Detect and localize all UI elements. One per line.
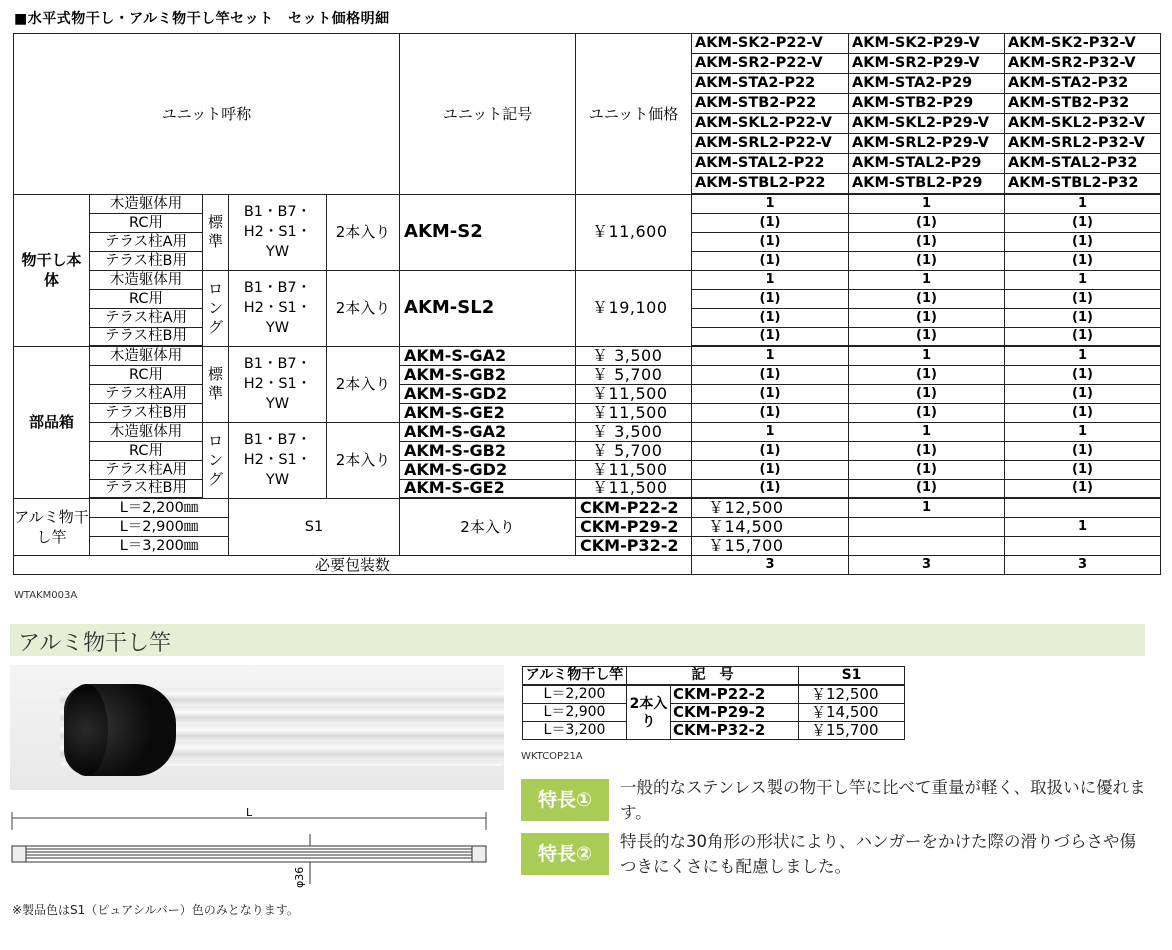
quantity: (1) <box>849 365 1005 384</box>
quantity: (1) <box>849 460 1005 479</box>
length-type: ロング <box>203 270 229 346</box>
mount-type: テラス柱B用 <box>90 479 203 498</box>
pack-count: 2本入り <box>327 346 400 422</box>
set-code: AKM-STB2-P32 <box>1005 94 1160 114</box>
quantity: (1) <box>692 251 849 270</box>
quantity: (1) <box>1005 479 1161 498</box>
quantity <box>849 536 1005 555</box>
quantity: (1) <box>849 441 1005 460</box>
required-count: 3 <box>1005 555 1161 574</box>
unit-code: AKM-S2 <box>400 194 576 270</box>
quantity: (1) <box>849 308 1005 327</box>
set-code: AKM-SKL2-P29-V <box>849 114 1004 134</box>
color-options: B1・B7・H2・S1・YW <box>229 346 327 422</box>
set-code: AKM-SK2-P29-V <box>849 34 1004 54</box>
quantity: (1) <box>692 384 849 403</box>
quantity: (1) <box>849 289 1005 308</box>
feature-2-text: 特長的な30角形の形状により、ハンガーをかけた際の滑りづらさや傷つきにくさにも配慮しました。 <box>620 832 1136 876</box>
quantity: (1) <box>849 327 1005 346</box>
unit-price: ￥11,500 <box>576 479 692 498</box>
set-code: AKM-STA2-P22 <box>692 74 848 94</box>
required-count: 3 <box>849 555 1005 574</box>
quantity: 1 <box>849 346 1005 365</box>
header-unit-name: ユニット呼称 <box>14 34 400 195</box>
unit-code: AKM-S-GA2 <box>400 422 576 441</box>
price-table <box>13 33 1161 575</box>
mount-type: RC用 <box>90 289 203 308</box>
quantity: (1) <box>849 251 1005 270</box>
mount-type: テラス柱A用 <box>90 460 203 479</box>
quantity: 1 <box>692 422 849 441</box>
quantity <box>849 517 1005 536</box>
pack-count: 2本入り <box>327 270 400 346</box>
rod-diagram <box>10 808 500 898</box>
unit-code: AKM-S-GE2 <box>400 403 576 422</box>
quantity: (1) <box>1005 460 1161 479</box>
feature-1-tag: 特長① <box>521 779 609 821</box>
set-code: AKM-STBL2-P32 <box>1008 175 1139 191</box>
set-code: AKM-STB2-P22 <box>692 94 848 114</box>
unit-code: CKM-P22-2 <box>576 498 692 517</box>
set-code: AKM-SR2-P22-V <box>692 54 848 74</box>
set-code: AKM-SR2-P29-V <box>849 54 1004 74</box>
unit-code: AKM-S-GB2 <box>400 365 576 384</box>
set-code: AKM-STBL2-P29 <box>852 175 983 191</box>
set-code: AKM-STAL2-P22 <box>692 154 848 174</box>
rod-length: L＝2,200 <box>523 685 627 704</box>
unit-code: CKM-P29-2 <box>576 517 692 536</box>
unit-code: AKM-S-GA2 <box>400 346 576 365</box>
page-title: ■水平式物干し・アルミ物干し竿セット セット価格明細 <box>14 11 390 27</box>
mount-type: テラス柱A用 <box>90 384 203 403</box>
required-label: 必要包装数 <box>14 555 692 574</box>
unit-price: ￥ 5,700 <box>576 365 692 384</box>
pack-count: 2本入り <box>627 685 671 740</box>
mount-type: 木造躯体用 <box>90 270 203 289</box>
quantity: (1) <box>849 479 1005 498</box>
length-label: L <box>246 808 253 819</box>
section-header <box>10 624 1145 656</box>
rod-length: L＝2,200㎜ <box>90 498 229 517</box>
set-code: AKM-SRL2-P32-V <box>1005 134 1160 154</box>
group-rod: アルミ物干し竿 <box>14 498 90 555</box>
quantity: 1 <box>849 270 1005 289</box>
mount-type: 木造躯体用 <box>90 346 203 365</box>
quantity: 1 <box>1005 517 1161 536</box>
rod-price-table <box>522 666 905 740</box>
unit-price: ￥11,600 <box>576 194 692 270</box>
unit-code: AKM-SL2 <box>400 270 576 346</box>
quantity: (1) <box>1005 308 1161 327</box>
length-type: ロング <box>203 422 229 498</box>
section-title: アルミ物干し竿 <box>18 631 172 656</box>
col-header-code: 記 号 <box>627 667 799 686</box>
quantity: (1) <box>849 384 1005 403</box>
unit-price: ￥ 5,700 <box>576 441 692 460</box>
quantity: 1 <box>1005 270 1161 289</box>
set-code: AKM-SK2-P22-V <box>692 34 848 54</box>
unit-price: ￥11,500 <box>576 403 692 422</box>
color-note: ※製品色はS1（ピュアシルバー）色のみとなります。 <box>12 903 299 917</box>
quantity: (1) <box>1005 384 1161 403</box>
header-unit-code: ユニット記号 <box>400 34 576 195</box>
set-code: AKM-SKL2-P32-V <box>1005 114 1160 134</box>
pack-count: 2本入り <box>327 194 400 270</box>
quantity: (1) <box>692 403 849 422</box>
rod-color: S1 <box>229 498 400 555</box>
mount-type: RC用 <box>90 213 203 232</box>
set-code: AKM-SRL2-P22-V <box>692 134 848 154</box>
header-set-codes <box>692 34 849 195</box>
unit-code: CKM-P32-2 <box>576 536 692 555</box>
quantity: 1 <box>849 498 1005 517</box>
quantity: (1) <box>692 327 849 346</box>
quantity: 1 <box>692 194 849 213</box>
quantity: (1) <box>692 232 849 251</box>
set-code: AKM-STAL2-P29 <box>849 154 1004 174</box>
set-code: AKM-STAL2-P32 <box>1005 154 1160 174</box>
unit-price: ￥ 3,500 <box>576 346 692 365</box>
quantity: (1) <box>1005 327 1161 346</box>
color-options: B1・B7・H2・S1・YW <box>229 270 327 346</box>
quantity: (1) <box>692 289 849 308</box>
pack-count: 2本入り <box>327 422 400 498</box>
unit-price: ￥ 3,500 <box>576 422 692 441</box>
rod-code: CKM-P22-2 <box>671 685 799 704</box>
quantity: 1 <box>692 270 849 289</box>
quantity: (1) <box>692 213 849 232</box>
unit-code: AKM-S-GD2 <box>400 460 576 479</box>
length-type: 標準 <box>203 194 229 270</box>
mount-type: 木造躯体用 <box>90 422 203 441</box>
quantity: (1) <box>692 479 849 498</box>
rod-price: ￥12,500 <box>799 685 905 704</box>
pack-count: 2本入り <box>400 498 576 555</box>
unit-code: AKM-S-GD2 <box>400 384 576 403</box>
rod-length: L＝2,900 <box>523 704 627 722</box>
unit-price: ￥11,500 <box>576 384 692 403</box>
rod-price: ￥15,700 <box>799 722 905 740</box>
mount-type: テラス柱A用 <box>90 232 203 251</box>
rod-length: L＝2,900㎜ <box>90 517 229 536</box>
rod-code: CKM-P29-2 <box>671 704 799 722</box>
mount-type: RC用 <box>90 441 203 460</box>
unit-code: AKM-S-GB2 <box>400 441 576 460</box>
set-code: AKM-SRL2-P29-V <box>849 134 1004 154</box>
mount-type: 木造躯体用 <box>90 194 203 213</box>
quantity: 1 <box>1005 422 1161 441</box>
quantity: (1) <box>1005 213 1161 232</box>
set-code: AKM-SK2-P32-V <box>1005 34 1160 54</box>
unit-price: ￥11,500 <box>576 460 692 479</box>
rod-end-cap-face <box>64 684 108 776</box>
rod-length: L＝3,200㎜ <box>90 536 229 555</box>
set-code: AKM-SR2-P32-V <box>1005 54 1160 74</box>
quantity: (1) <box>1005 251 1161 270</box>
unit-price: ￥12,500 <box>692 498 849 517</box>
diameter-label: φ36 <box>293 866 306 888</box>
quantity: (1) <box>1005 365 1161 384</box>
length-type: 標準 <box>203 346 229 422</box>
feature-1-text: 一般的なステンレス製の物干し竿に比べて重量が軽く、取扱いに優れます。 <box>620 778 1146 822</box>
quantity: (1) <box>692 308 849 327</box>
mount-type: テラス柱A用 <box>90 308 203 327</box>
header-unit-price: ユニット価格 <box>576 34 692 195</box>
quantity: (1) <box>692 441 849 460</box>
quantity: (1) <box>1005 403 1161 422</box>
feature-2-tag: 特長② <box>521 833 609 875</box>
mount-type: テラス柱B用 <box>90 403 203 422</box>
mount-type: テラス柱B用 <box>90 251 203 270</box>
quantity: 1 <box>1005 346 1161 365</box>
unit-code: AKM-S-GE2 <box>400 479 576 498</box>
quantity: 1 <box>1005 194 1161 213</box>
unit-price: ￥15,700 <box>692 536 849 555</box>
quantity: (1) <box>692 365 849 384</box>
quantity <box>1005 536 1161 555</box>
quantity: 1 <box>849 194 1005 213</box>
quantity: 1 <box>692 346 849 365</box>
group-body: 物干し本体 <box>14 194 90 346</box>
rod-length: L＝3,200 <box>523 722 627 740</box>
col-header-rod: アルミ物干し竿 <box>523 667 627 686</box>
header-set-codes <box>849 34 1005 195</box>
header-set-codes <box>1005 34 1161 195</box>
table-ref-code: WTAKM003A <box>14 590 78 601</box>
rod-code: CKM-P32-2 <box>671 722 799 740</box>
color-options: B1・B7・H2・S1・YW <box>229 422 327 498</box>
mount-type: RC用 <box>90 365 203 384</box>
quantity: (1) <box>692 460 849 479</box>
quantity: (1) <box>849 232 1005 251</box>
unit-price: ￥19,100 <box>576 270 692 346</box>
small-table-ref-code: WKTCOP21A <box>521 751 583 762</box>
quantity: (1) <box>1005 289 1161 308</box>
quantity: (1) <box>1005 232 1161 251</box>
mount-type: テラス柱B用 <box>90 327 203 346</box>
set-code: AKM-SKL2-P22-V <box>692 114 848 134</box>
set-code: AKM-STBL2-P22 <box>695 175 826 191</box>
quantity: (1) <box>849 213 1005 232</box>
quantity <box>1005 498 1161 517</box>
set-code: AKM-STA2-P32 <box>1005 74 1160 94</box>
quantity: (1) <box>1005 441 1161 460</box>
unit-price: ￥14,500 <box>692 517 849 536</box>
rod-price: ￥14,500 <box>799 704 905 722</box>
col-header-s1: S1 <box>799 667 905 686</box>
set-code: AKM-STB2-P29 <box>849 94 1004 114</box>
set-code: AKM-STA2-P29 <box>849 74 1004 94</box>
quantity: (1) <box>849 403 1005 422</box>
required-count: 3 <box>692 555 849 574</box>
quantity: 1 <box>849 422 1005 441</box>
color-options: B1・B7・H2・S1・YW <box>229 194 327 270</box>
group-parts: 部品箱 <box>14 346 90 498</box>
